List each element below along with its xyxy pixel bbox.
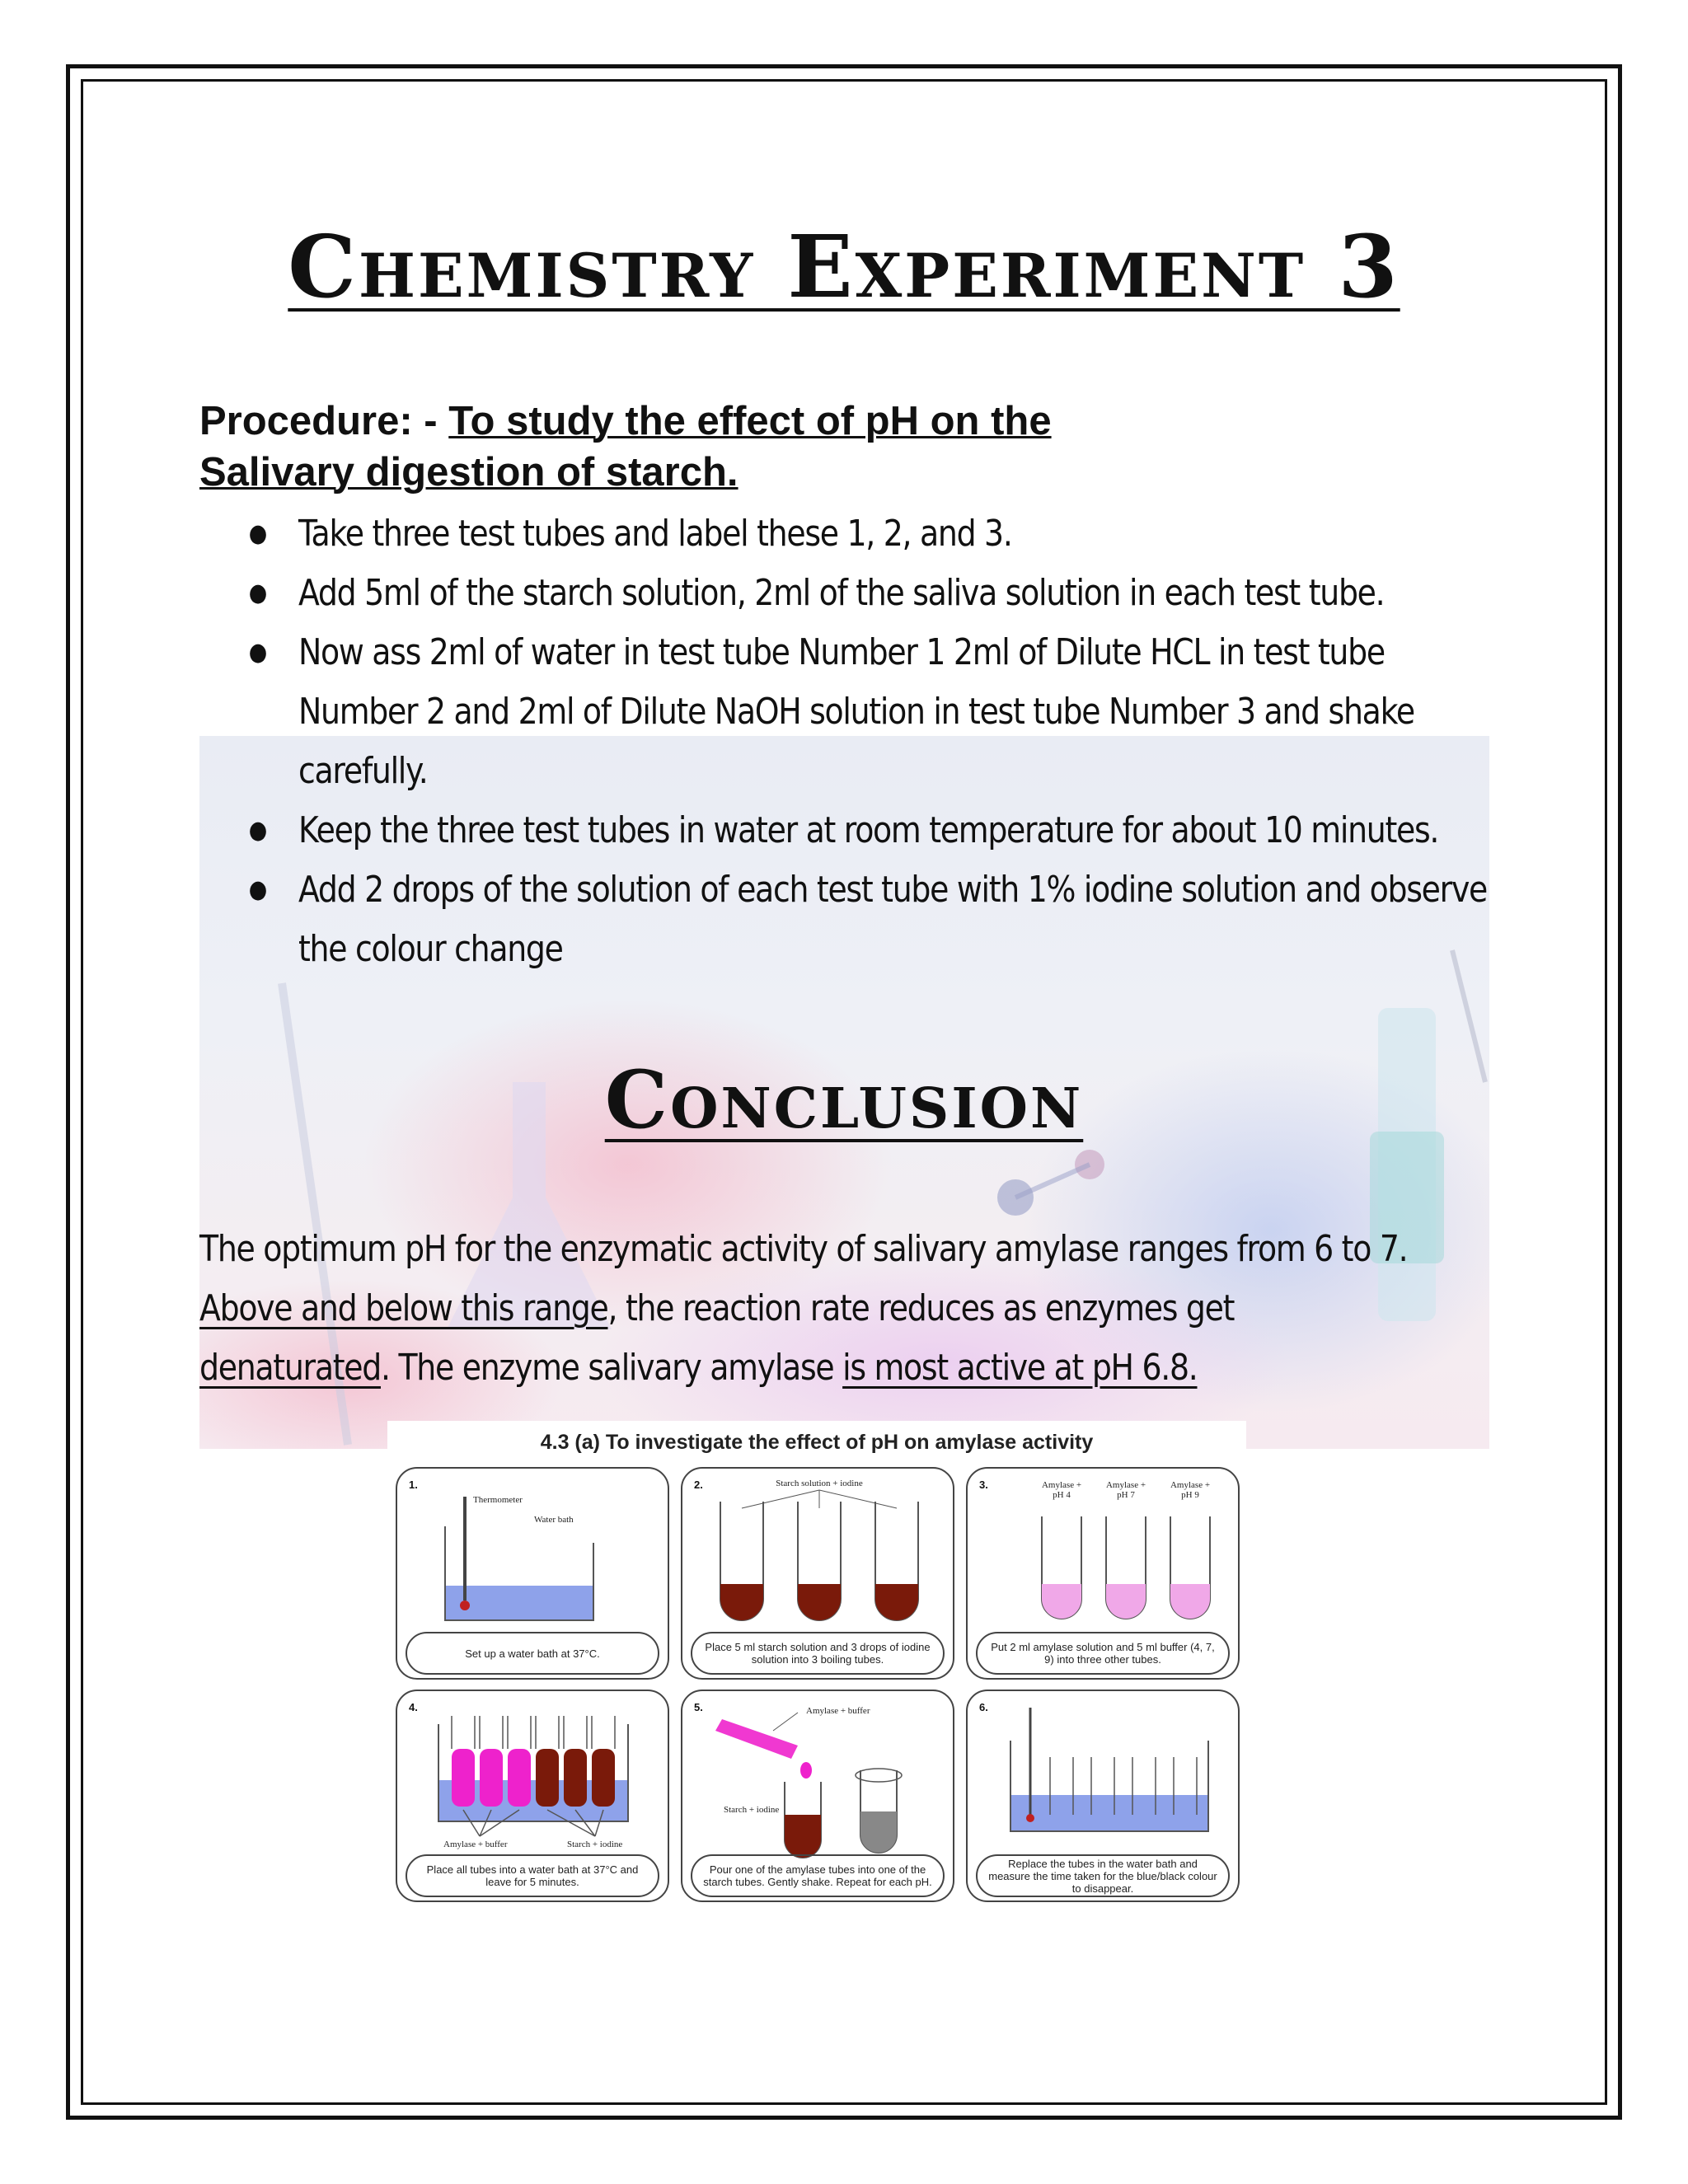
list-item: ● Now ass 2ml of water in test tube Number 1 2ml of Dilute HCL in test tube Number 2 and 2ml of Dilute NaOH solution in test tube Number 3 and shake carefully. (298, 623, 1503, 801)
diagram-panel-1: 1. Thermometer Water bath Set up a water bath at 37°C. (396, 1467, 669, 1680)
diagram-panel-6: 6. Replace the tubes in the water bath and measure the time taken for the blue/black colour to disappear. (966, 1690, 1240, 1902)
diagram-panel-5: 5. Amylase + buffer Starch + iodine Pour one of the amylase tubes into one of the starch tubes. Gently shake. Repeat for each pH. (681, 1690, 954, 1902)
procedure-heading (199, 396, 1518, 498)
panel-caption: Replace the tubes in the water bath and measure the time taken for the blue/black colour to disappear. (976, 1854, 1230, 1897)
page-title: Chemistry Experiment 3 (288, 216, 1400, 317)
panel-caption: Pour one of the amylase tubes into one of the starch tubes. Gently shake. Repeat for each pH. (691, 1854, 945, 1897)
figure-title: 4.3 (a) To investigate the effect of pH on amylase activity (540, 1431, 1094, 1454)
diagram-panel-3: 3. Amylase + pH 4 Amylase + pH 7 Amylase + pH 9 Put 2 ml amylase solution and 5 ml buffer (4, 7, 9) into three other tubes. (966, 1467, 1240, 1680)
list-item: ● Add 2 drops of the solution of each test tube with 1% iodine solution and observe the colour change (298, 860, 1503, 979)
experiment-diagram (387, 1421, 1246, 1973)
list-item: ● Keep the three test tubes in water at room temperature for about 10 minutes. (298, 801, 1503, 860)
procedure-aim-line2: Salivary digestion of starch. (199, 450, 738, 494)
panel-caption: Place 5 ml starch solution and 3 drops of iodine solution into 3 boiling tubes. (691, 1632, 945, 1675)
conclusion-heading: Conclusion (604, 1053, 1084, 1146)
procedure-label: Procedure: - (199, 399, 438, 443)
panel-caption: Put 2 ml amylase solution and 5 ml buffer (4, 7, 9) into three other tubes. (976, 1632, 1230, 1675)
panel-caption: Set up a water bath at 37°C. (406, 1632, 659, 1675)
diagram-panel-2: 2. Starch solution + iodine Place 5 ml starch solution and 3 drops of iodine solution into 3 boiling tubes. (681, 1467, 954, 1680)
list-item: ● Take three test tubes and label these 1, 2, and 3. (298, 504, 1503, 564)
diagram-panel-4: 4. Amylase + buffer Starch + iodine Place all tubes into a water bath at 37°C and leave for 5 minutes. (396, 1690, 669, 1902)
list-item: ● Add 5ml of the starch solution, 2ml of the saliva solution in each test tube. (298, 564, 1503, 623)
procedure-aim-line1: To study the effect of pH on the (448, 399, 1052, 443)
procedure-steps (298, 504, 1488, 979)
conclusion-text: The optimum pH for the enzymatic activity of salivary amylase ranges from 6 to 7. Above and below this range, the reaction rate reduces as enzymes get denaturated. The enzyme salivary amylase is most active at pH 6.8. (199, 1228, 1408, 1389)
panel-caption: Place all tubes into a water bath at 37°C and leave for 5 minutes. (406, 1854, 659, 1897)
